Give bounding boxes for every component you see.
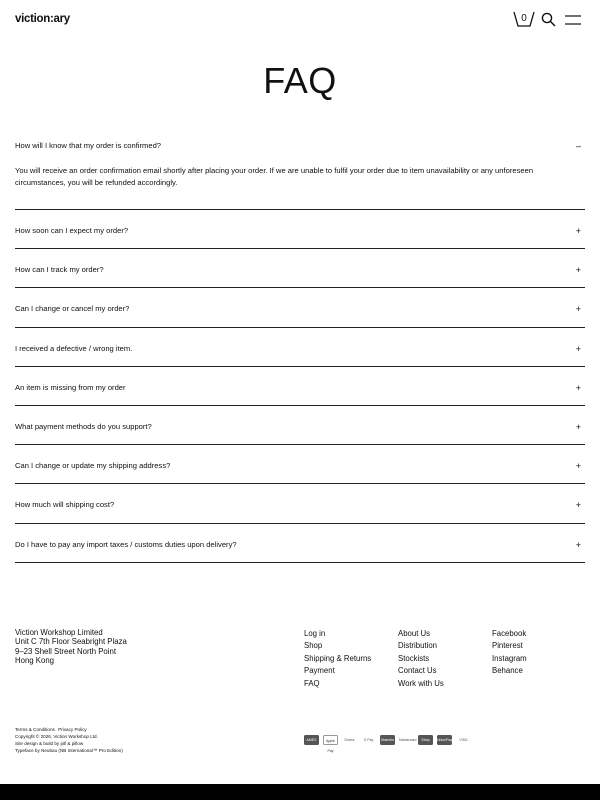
maestro-icon: Maestro: [380, 735, 395, 745]
footer-link-faq[interactable]: FAQ: [304, 678, 320, 688]
footer-link-facebook[interactable]: Facebook: [492, 629, 527, 638]
faq-collapse-toggle[interactable]: –: [575, 141, 581, 151]
faq-question[interactable]: I received a defective / wrong item.: [15, 343, 133, 353]
faq-question[interactable]: What payment methods do you support?: [15, 421, 152, 431]
site-header: [0, 0, 600, 40]
faq-expand-toggle[interactable]: +: [575, 343, 581, 354]
faq-expand-toggle[interactable]: +: [575, 421, 581, 432]
footer-nav-social: [492, 628, 527, 678]
faq-item[interactable]: [15, 132, 585, 210]
footer-link-instagram[interactable]: Instagram: [492, 653, 527, 663]
faq-item[interactable]: [15, 249, 585, 288]
google-pay-icon: G Pay: [363, 738, 374, 742]
menu-icon: [565, 14, 581, 26]
faq-item[interactable]: [15, 367, 585, 406]
faq-expand-toggle[interactable]: +: [575, 265, 581, 276]
faq-question[interactable]: How much will shipping cost?: [15, 500, 115, 510]
bottom-bar: [0, 784, 600, 800]
faq-item[interactable]: [15, 406, 585, 445]
payment-icons: [304, 735, 471, 753]
faq-expand-toggle[interactable]: +: [575, 382, 581, 393]
faq-question[interactable]: Do I have to pay any import taxes / customs duties upon delivery?: [15, 539, 237, 549]
faq-question[interactable]: How can I track my order?: [15, 265, 104, 275]
company-name: Viction Workshop Limited: [15, 628, 103, 637]
faq-item[interactable]: [15, 524, 585, 563]
faq-question[interactable]: Can I change or cancel my order?: [15, 304, 130, 314]
mastercard-icon: Mastercard: [399, 738, 417, 742]
site-credit[interactable]: Site design & build by pill & pillow: [15, 741, 84, 746]
faq-expand-toggle[interactable]: +: [575, 539, 581, 550]
legal-links: [15, 726, 123, 733]
footer-link-shop[interactable]: Shop: [304, 641, 323, 651]
footer-link-about[interactable]: About Us: [398, 629, 431, 638]
apple-pay-icon: Apple Pay: [323, 735, 338, 745]
faq-item[interactable]: [15, 288, 585, 327]
faq-item[interactable]: [15, 328, 585, 367]
cart-button[interactable]: [513, 11, 535, 28]
visa-icon: VISA: [459, 738, 468, 742]
faq-item[interactable]: [15, 210, 585, 249]
faq-question[interactable]: How soon can I expect my order?: [15, 226, 129, 235]
footer-link-distribution[interactable]: Distribution: [398, 641, 437, 651]
footer-address: [15, 628, 127, 665]
faq-question[interactable]: Can I change or update my shipping address?: [15, 461, 171, 471]
faq-item[interactable]: [15, 445, 585, 484]
legal-info: [15, 726, 123, 754]
unionpay-icon: UnionPay: [437, 735, 452, 745]
faq-list: [15, 132, 585, 563]
footer-nav-company: [398, 628, 444, 690]
footer-nav-account: [304, 628, 371, 690]
copyright: Copyright © 2026, Viction Workshop Ltd.: [15, 734, 98, 739]
faq-expand-toggle[interactable]: +: [575, 304, 581, 315]
diners-icon: Diners: [344, 738, 355, 742]
privacy-link[interactable]: Privacy Policy: [58, 727, 87, 732]
footer-link-pinterest[interactable]: Pinterest: [492, 641, 523, 651]
address-line: Hong Kong: [15, 655, 55, 665]
footer-link-contact[interactable]: Contact Us: [398, 666, 437, 676]
faq-question[interactable]: How will I know that my order is confirmed?: [15, 141, 162, 150]
faq-expand-toggle[interactable]: +: [575, 461, 581, 472]
search-icon: [541, 12, 556, 27]
footer-link-login[interactable]: Log in: [304, 629, 326, 638]
faq-question[interactable]: An item is missing from my order: [15, 382, 126, 392]
address-line: 9–23 Shell Street North Point: [15, 646, 116, 656]
address-line: Unit C 7th Floor Seabright Plaza: [15, 637, 127, 647]
amex-icon: AMEX: [304, 735, 319, 745]
site-logo[interactable]: viction:ary: [15, 13, 70, 25]
footer-link-behance[interactable]: Behance: [492, 666, 523, 676]
footer-link-stockists[interactable]: Stockists: [398, 653, 430, 663]
footer-link-shipping[interactable]: Shipping & Returns: [304, 653, 372, 663]
faq-answer: You will receive an order confirmation email shortly after placing your order. If we are unable to fulfil your order due to item unavailability or any unforeseen circumstances, you will be refunded accordingly.: [15, 166, 534, 187]
faq-expand-toggle[interactable]: +: [575, 500, 581, 511]
footer-link-work[interactable]: Work with Us: [398, 678, 444, 688]
shop-pay-icon: Shop Pay: [418, 735, 433, 745]
search-button[interactable]: [541, 12, 556, 27]
faq-expand-toggle[interactable]: +: [575, 226, 581, 236]
menu-button[interactable]: [565, 13, 581, 25]
terms-link[interactable]: Terms & Conditions: [15, 727, 55, 732]
footer-link-payment[interactable]: Payment: [304, 666, 335, 676]
typeface-credit: Typeface by Neubau (NB International™ Pro Edition): [15, 748, 123, 753]
faq-item[interactable]: [15, 484, 585, 523]
cart-count: 0: [521, 13, 527, 24]
page-title: FAQ: [263, 60, 337, 101]
